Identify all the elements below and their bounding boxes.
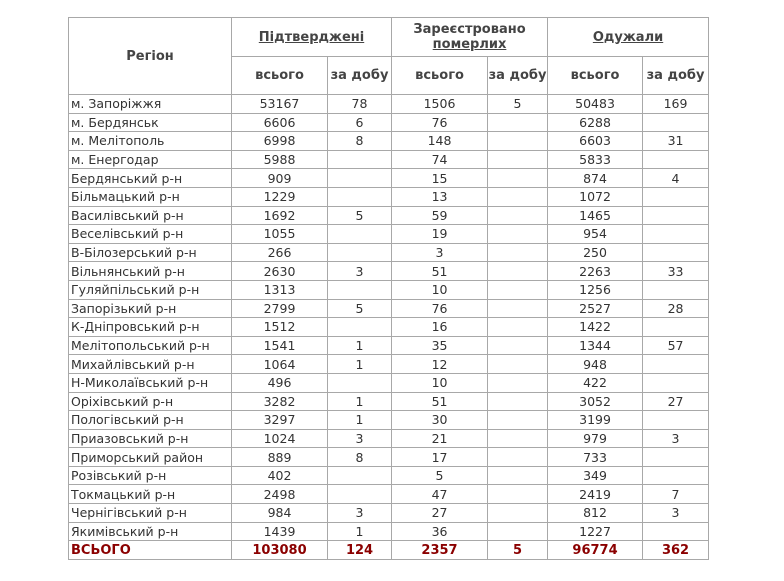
cell-region-name: м. Бердянськ (69, 113, 232, 132)
cell-deaths-daily (488, 132, 548, 151)
cell-confirmed-daily (328, 280, 392, 299)
cell-confirmed-total: 984 (232, 504, 328, 523)
cell-recovered-daily (643, 466, 709, 485)
table-row (69, 206, 709, 225)
cell-region-name: Мелітопольський р-н (69, 336, 232, 355)
header-confirmed-total: всього (232, 57, 328, 95)
header-confirmed (232, 18, 392, 57)
cell-confirmed-daily: 1 (328, 355, 392, 374)
cell-confirmed-daily (328, 485, 392, 504)
cell-recovered-total: 2263 (548, 262, 643, 281)
cell-recovered-daily (643, 355, 709, 374)
cell-deaths-daily (488, 299, 548, 318)
cell-recovered-daily: 3 (643, 504, 709, 523)
cell-confirmed-daily (328, 373, 392, 392)
cell-recovered-total: 948 (548, 355, 643, 374)
cell-recovered-total: 3052 (548, 392, 643, 411)
cell-deaths-total: 59 (392, 206, 488, 225)
cell-recovered-total: 50483 (548, 95, 643, 114)
cell-deaths-daily (488, 336, 548, 355)
cell-recovered-daily (643, 318, 709, 337)
cell-region-name: м. Мелітополь (69, 132, 232, 151)
cell-confirmed-total: 53167 (232, 95, 328, 114)
cell-deaths-daily (488, 169, 548, 188)
cell-recovered-total: 954 (548, 225, 643, 244)
cell-recovered-daily (643, 448, 709, 467)
cell-recovered-total: 5833 (548, 150, 643, 169)
table-row (69, 448, 709, 467)
cell-recovered-daily (643, 206, 709, 225)
header-recovered-total: всього (548, 57, 643, 95)
cell-recovered-daily: 169 (643, 95, 709, 114)
cell-deaths-daily (488, 225, 548, 244)
cell-confirmed-total: 266 (232, 243, 328, 262)
cell-deaths-total: 76 (392, 113, 488, 132)
cell-deaths-daily (488, 280, 548, 299)
cell-region-name: К-Дніпровський р-н (69, 318, 232, 337)
cell-region-name: м. Запоріжжя (69, 95, 232, 114)
cell-recovered-total: 422 (548, 373, 643, 392)
cell-recovered-daily (643, 243, 709, 262)
cell-deaths-total: 21 (392, 429, 488, 448)
table-body (69, 95, 709, 560)
cell-deaths-total: 76 (392, 299, 488, 318)
cell-region-name: Більмацький р-н (69, 187, 232, 206)
header-recovered (548, 18, 709, 57)
table-row (69, 150, 709, 169)
table-row (69, 299, 709, 318)
cell-deaths-daily (488, 392, 548, 411)
cell-deaths-total: 30 (392, 411, 488, 430)
total-confirmed-total: 103080 (232, 541, 328, 560)
cell-confirmed-total: 2799 (232, 299, 328, 318)
cell-deaths-total: 148 (392, 132, 488, 151)
cell-deaths-total: 10 (392, 373, 488, 392)
header-deaths-line2: померлих (432, 37, 507, 52)
cell-confirmed-total: 2630 (232, 262, 328, 281)
total-name: ВСЬОГО (69, 541, 232, 560)
cell-recovered-daily (643, 522, 709, 541)
table-row (69, 485, 709, 504)
cell-deaths-daily (488, 355, 548, 374)
cell-confirmed-daily: 78 (328, 95, 392, 114)
cell-confirmed-total: 909 (232, 169, 328, 188)
covid-statistics-table (68, 17, 709, 560)
cell-deaths-daily (488, 113, 548, 132)
cell-recovered-total: 1256 (548, 280, 643, 299)
cell-deaths-daily (488, 411, 548, 430)
cell-confirmed-daily (328, 318, 392, 337)
cell-confirmed-daily: 5 (328, 299, 392, 318)
cell-recovered-total: 812 (548, 504, 643, 523)
cell-confirmed-daily: 3 (328, 262, 392, 281)
cell-confirmed-daily (328, 225, 392, 244)
header-recovered-label: Одужали (592, 29, 664, 45)
cell-confirmed-daily: 8 (328, 132, 392, 151)
table-row (69, 243, 709, 262)
table-row (69, 280, 709, 299)
cell-region-name: м. Енергодар (69, 150, 232, 169)
cell-confirmed-total: 1541 (232, 336, 328, 355)
cell-deaths-daily (488, 243, 548, 262)
cell-recovered-daily (643, 225, 709, 244)
cell-deaths-total: 36 (392, 522, 488, 541)
cell-deaths-total: 13 (392, 187, 488, 206)
cell-recovered-daily: 3 (643, 429, 709, 448)
header-deaths-total: всього (392, 57, 488, 95)
cell-recovered-total: 1227 (548, 522, 643, 541)
table-row (69, 113, 709, 132)
header-region: Регіон (69, 18, 232, 95)
table-row (69, 504, 709, 523)
cell-region-name: Оріхівський р-н (69, 392, 232, 411)
cell-recovered-daily: 57 (643, 336, 709, 355)
cell-region-name: Н-Миколаївський р-н (69, 373, 232, 392)
cell-confirmed-total: 1313 (232, 280, 328, 299)
table-row (69, 262, 709, 281)
cell-deaths-total: 16 (392, 318, 488, 337)
table-row (69, 373, 709, 392)
cell-region-name: Приазовський р-н (69, 429, 232, 448)
cell-confirmed-daily (328, 187, 392, 206)
cell-recovered-total: 6603 (548, 132, 643, 151)
cell-confirmed-daily (328, 466, 392, 485)
total-recovered-daily: 362 (643, 541, 709, 560)
cell-confirmed-total: 1439 (232, 522, 328, 541)
cell-confirmed-daily (328, 243, 392, 262)
cell-confirmed-total: 496 (232, 373, 328, 392)
cell-deaths-daily (488, 262, 548, 281)
cell-deaths-total: 47 (392, 485, 488, 504)
cell-deaths-daily (488, 504, 548, 523)
total-recovered-total: 96774 (548, 541, 643, 560)
cell-deaths-total: 3 (392, 243, 488, 262)
cell-recovered-total: 874 (548, 169, 643, 188)
cell-confirmed-total: 1064 (232, 355, 328, 374)
total-deaths-daily: 5 (488, 541, 548, 560)
cell-confirmed-total: 402 (232, 466, 328, 485)
cell-confirmed-total: 1024 (232, 429, 328, 448)
cell-region-name: Пологівський р-н (69, 411, 232, 430)
cell-confirmed-total: 6606 (232, 113, 328, 132)
cell-confirmed-total: 3297 (232, 411, 328, 430)
cell-deaths-total: 10 (392, 280, 488, 299)
cell-deaths-daily: 5 (488, 95, 548, 114)
cell-region-name: Розівський р-н (69, 466, 232, 485)
cell-recovered-daily: 27 (643, 392, 709, 411)
cell-confirmed-daily: 3 (328, 504, 392, 523)
header-confirmed-label: Підтверджені (258, 29, 365, 45)
cell-region-name: Запорізький р-н (69, 299, 232, 318)
table-row (69, 318, 709, 337)
table-row (69, 411, 709, 430)
cell-region-name: Чернігівський р-н (69, 504, 232, 523)
cell-recovered-total: 2419 (548, 485, 643, 504)
header-deaths-line1: Зареєстровано (413, 22, 526, 37)
cell-region-name: Якимівський р-н (69, 522, 232, 541)
table-row (69, 522, 709, 541)
cell-region-name: Токмацький р-н (69, 485, 232, 504)
cell-recovered-daily (643, 280, 709, 299)
cell-confirmed-daily: 1 (328, 392, 392, 411)
cell-deaths-daily (488, 448, 548, 467)
cell-confirmed-daily: 1 (328, 522, 392, 541)
cell-region-name: Приморський район (69, 448, 232, 467)
cell-confirmed-daily (328, 150, 392, 169)
cell-deaths-daily (488, 522, 548, 541)
cell-recovered-daily: 33 (643, 262, 709, 281)
cell-confirmed-total: 3282 (232, 392, 328, 411)
cell-deaths-total: 74 (392, 150, 488, 169)
cell-deaths-daily (488, 466, 548, 485)
cell-deaths-total: 51 (392, 392, 488, 411)
cell-confirmed-total: 6998 (232, 132, 328, 151)
cell-confirmed-total: 2498 (232, 485, 328, 504)
table-row (69, 132, 709, 151)
cell-recovered-daily: 4 (643, 169, 709, 188)
cell-recovered-total: 3199 (548, 411, 643, 430)
cell-recovered-total: 979 (548, 429, 643, 448)
cell-recovered-daily: 7 (643, 485, 709, 504)
cell-recovered-total: 2527 (548, 299, 643, 318)
cell-deaths-daily (488, 373, 548, 392)
cell-deaths-total: 35 (392, 336, 488, 355)
cell-region-name: Вільнянський р-н (69, 262, 232, 281)
cell-confirmed-total: 1512 (232, 318, 328, 337)
cell-confirmed-total: 1692 (232, 206, 328, 225)
cell-recovered-total: 1422 (548, 318, 643, 337)
cell-deaths-daily (488, 187, 548, 206)
table-row (69, 392, 709, 411)
cell-recovered-daily (643, 373, 709, 392)
cell-region-name: Бердянський р-н (69, 169, 232, 188)
cell-confirmed-daily: 1 (328, 336, 392, 355)
cell-region-name: Гуляйпільський р-н (69, 280, 232, 299)
cell-recovered-total: 6288 (548, 113, 643, 132)
cell-recovered-daily (643, 150, 709, 169)
cell-recovered-total: 1465 (548, 206, 643, 225)
cell-confirmed-daily (328, 169, 392, 188)
cell-deaths-daily (488, 150, 548, 169)
header-confirmed-daily: за добу (328, 57, 392, 95)
total-confirmed-daily: 124 (328, 541, 392, 560)
cell-recovered-total: 733 (548, 448, 643, 467)
cell-deaths-daily (488, 206, 548, 225)
cell-confirmed-daily: 8 (328, 448, 392, 467)
header-row-groups (69, 18, 709, 57)
total-row (69, 541, 709, 560)
cell-deaths-total: 5 (392, 466, 488, 485)
cell-deaths-total: 12 (392, 355, 488, 374)
total-deaths-total: 2357 (392, 541, 488, 560)
cell-confirmed-total: 1055 (232, 225, 328, 244)
cell-region-name: Василівський р-н (69, 206, 232, 225)
cell-deaths-total: 19 (392, 225, 488, 244)
cell-confirmed-total: 1229 (232, 187, 328, 206)
cell-recovered-total: 1344 (548, 336, 643, 355)
cell-recovered-daily (643, 411, 709, 430)
cell-recovered-daily (643, 187, 709, 206)
table-row (69, 187, 709, 206)
cell-recovered-total: 1072 (548, 187, 643, 206)
table-row (69, 225, 709, 244)
table-row (69, 355, 709, 374)
cell-recovered-daily (643, 113, 709, 132)
cell-deaths-total: 17 (392, 448, 488, 467)
header-recovered-daily: за добу (643, 57, 709, 95)
cell-deaths-total: 51 (392, 262, 488, 281)
cell-confirmed-daily: 3 (328, 429, 392, 448)
cell-recovered-total: 250 (548, 243, 643, 262)
table-row (69, 336, 709, 355)
cell-deaths-total: 27 (392, 504, 488, 523)
cell-deaths-total: 15 (392, 169, 488, 188)
cell-deaths-daily (488, 318, 548, 337)
cell-confirmed-total: 5988 (232, 150, 328, 169)
cell-region-name: Веселівський р-н (69, 225, 232, 244)
table-row (69, 466, 709, 485)
cell-region-name: Михайлівський р-н (69, 355, 232, 374)
table-row (69, 95, 709, 114)
cell-recovered-daily: 31 (643, 132, 709, 151)
cell-deaths-daily (488, 429, 548, 448)
cell-deaths-daily (488, 485, 548, 504)
cell-recovered-total: 349 (548, 466, 643, 485)
cell-confirmed-total: 889 (232, 448, 328, 467)
cell-confirmed-daily: 1 (328, 411, 392, 430)
table-row (69, 169, 709, 188)
table-row (69, 429, 709, 448)
cell-region-name: В-Білозерський р-н (69, 243, 232, 262)
cell-recovered-daily: 28 (643, 299, 709, 318)
cell-confirmed-daily: 5 (328, 206, 392, 225)
cell-deaths-total: 1506 (392, 95, 488, 114)
header-deaths-daily: за добу (488, 57, 548, 95)
header-deaths (392, 18, 548, 57)
cell-confirmed-daily: 6 (328, 113, 392, 132)
